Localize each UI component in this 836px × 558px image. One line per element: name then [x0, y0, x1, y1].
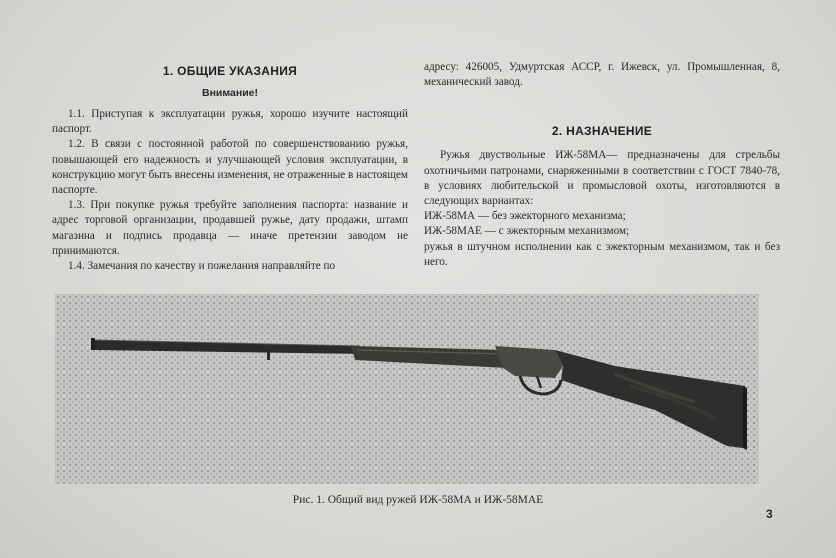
variant-item: ружья в штучном исполнении как с эжекторным механизмом, так и без него.	[424, 240, 780, 268]
paragraph-1-4: 1.4. Замечания по качеству и пожелания направляйте по	[68, 260, 336, 273]
left-column	[52, 60, 408, 274]
gun-barrels	[93, 340, 367, 354]
shotgun-photo	[55, 294, 759, 484]
right-column	[424, 60, 780, 270]
gun-receiver	[495, 346, 563, 378]
gun-stock	[555, 350, 745, 448]
shotgun-illustration	[55, 294, 759, 484]
variant-item: ИЖ-58МАЕ — с эжекторным механизмом;	[424, 225, 630, 238]
paragraph-1-1: 1.1. Приступая к эксплуатации ружья, хорошо изучите настоящий паспорт.	[52, 108, 408, 136]
address-paragraph: адресу: 426005, Удмуртская АССР, г. Ижевск, ул. Промышленная, 8, механический завод.	[424, 61, 780, 89]
figure-caption: Рис. 1. Общий вид ружей ИЖ-58МА и ИЖ-58МАЕ	[292, 494, 544, 506]
paragraph-1-3: 1.3. При покупке ружья требуйте заполнения паспорта: название и адрес торговой организации, продавшей ружье, дату продажи, штамп магазина и подпись продавца — иначе претензии заводом не принимаются.	[52, 199, 408, 257]
paragraph-1-2: 1.2. В связи с постоянной работой по совершенствованию ружья, повышающей его надежность и улучшающей условия эксплуатации, в конструкцию могут быть внесены изменения, не отраженные в настоящем паспорте.	[52, 138, 408, 197]
attention-label: Внимание!	[202, 87, 258, 99]
purpose-paragraph: Ружья двуствольные ИЖ-58МА— предназначены для стрельбы охотничьими патронами, снаряженными в соответствии с ГОСТ 7840-78, в условиях любительской и промысловой охоты, изготовляются в следующих вариантах:	[424, 149, 780, 208]
variant-item: ИЖ-58МА — без эжекторного механизма;	[424, 210, 626, 223]
page-number: 3	[766, 507, 773, 521]
section-heading-purpose: 2. НАЗНАЧЕНИЕ	[551, 124, 653, 139]
section-heading-general: 1. ОБЩИЕ УКАЗАНИЯ	[162, 64, 298, 78]
gun-forend	[351, 346, 507, 368]
